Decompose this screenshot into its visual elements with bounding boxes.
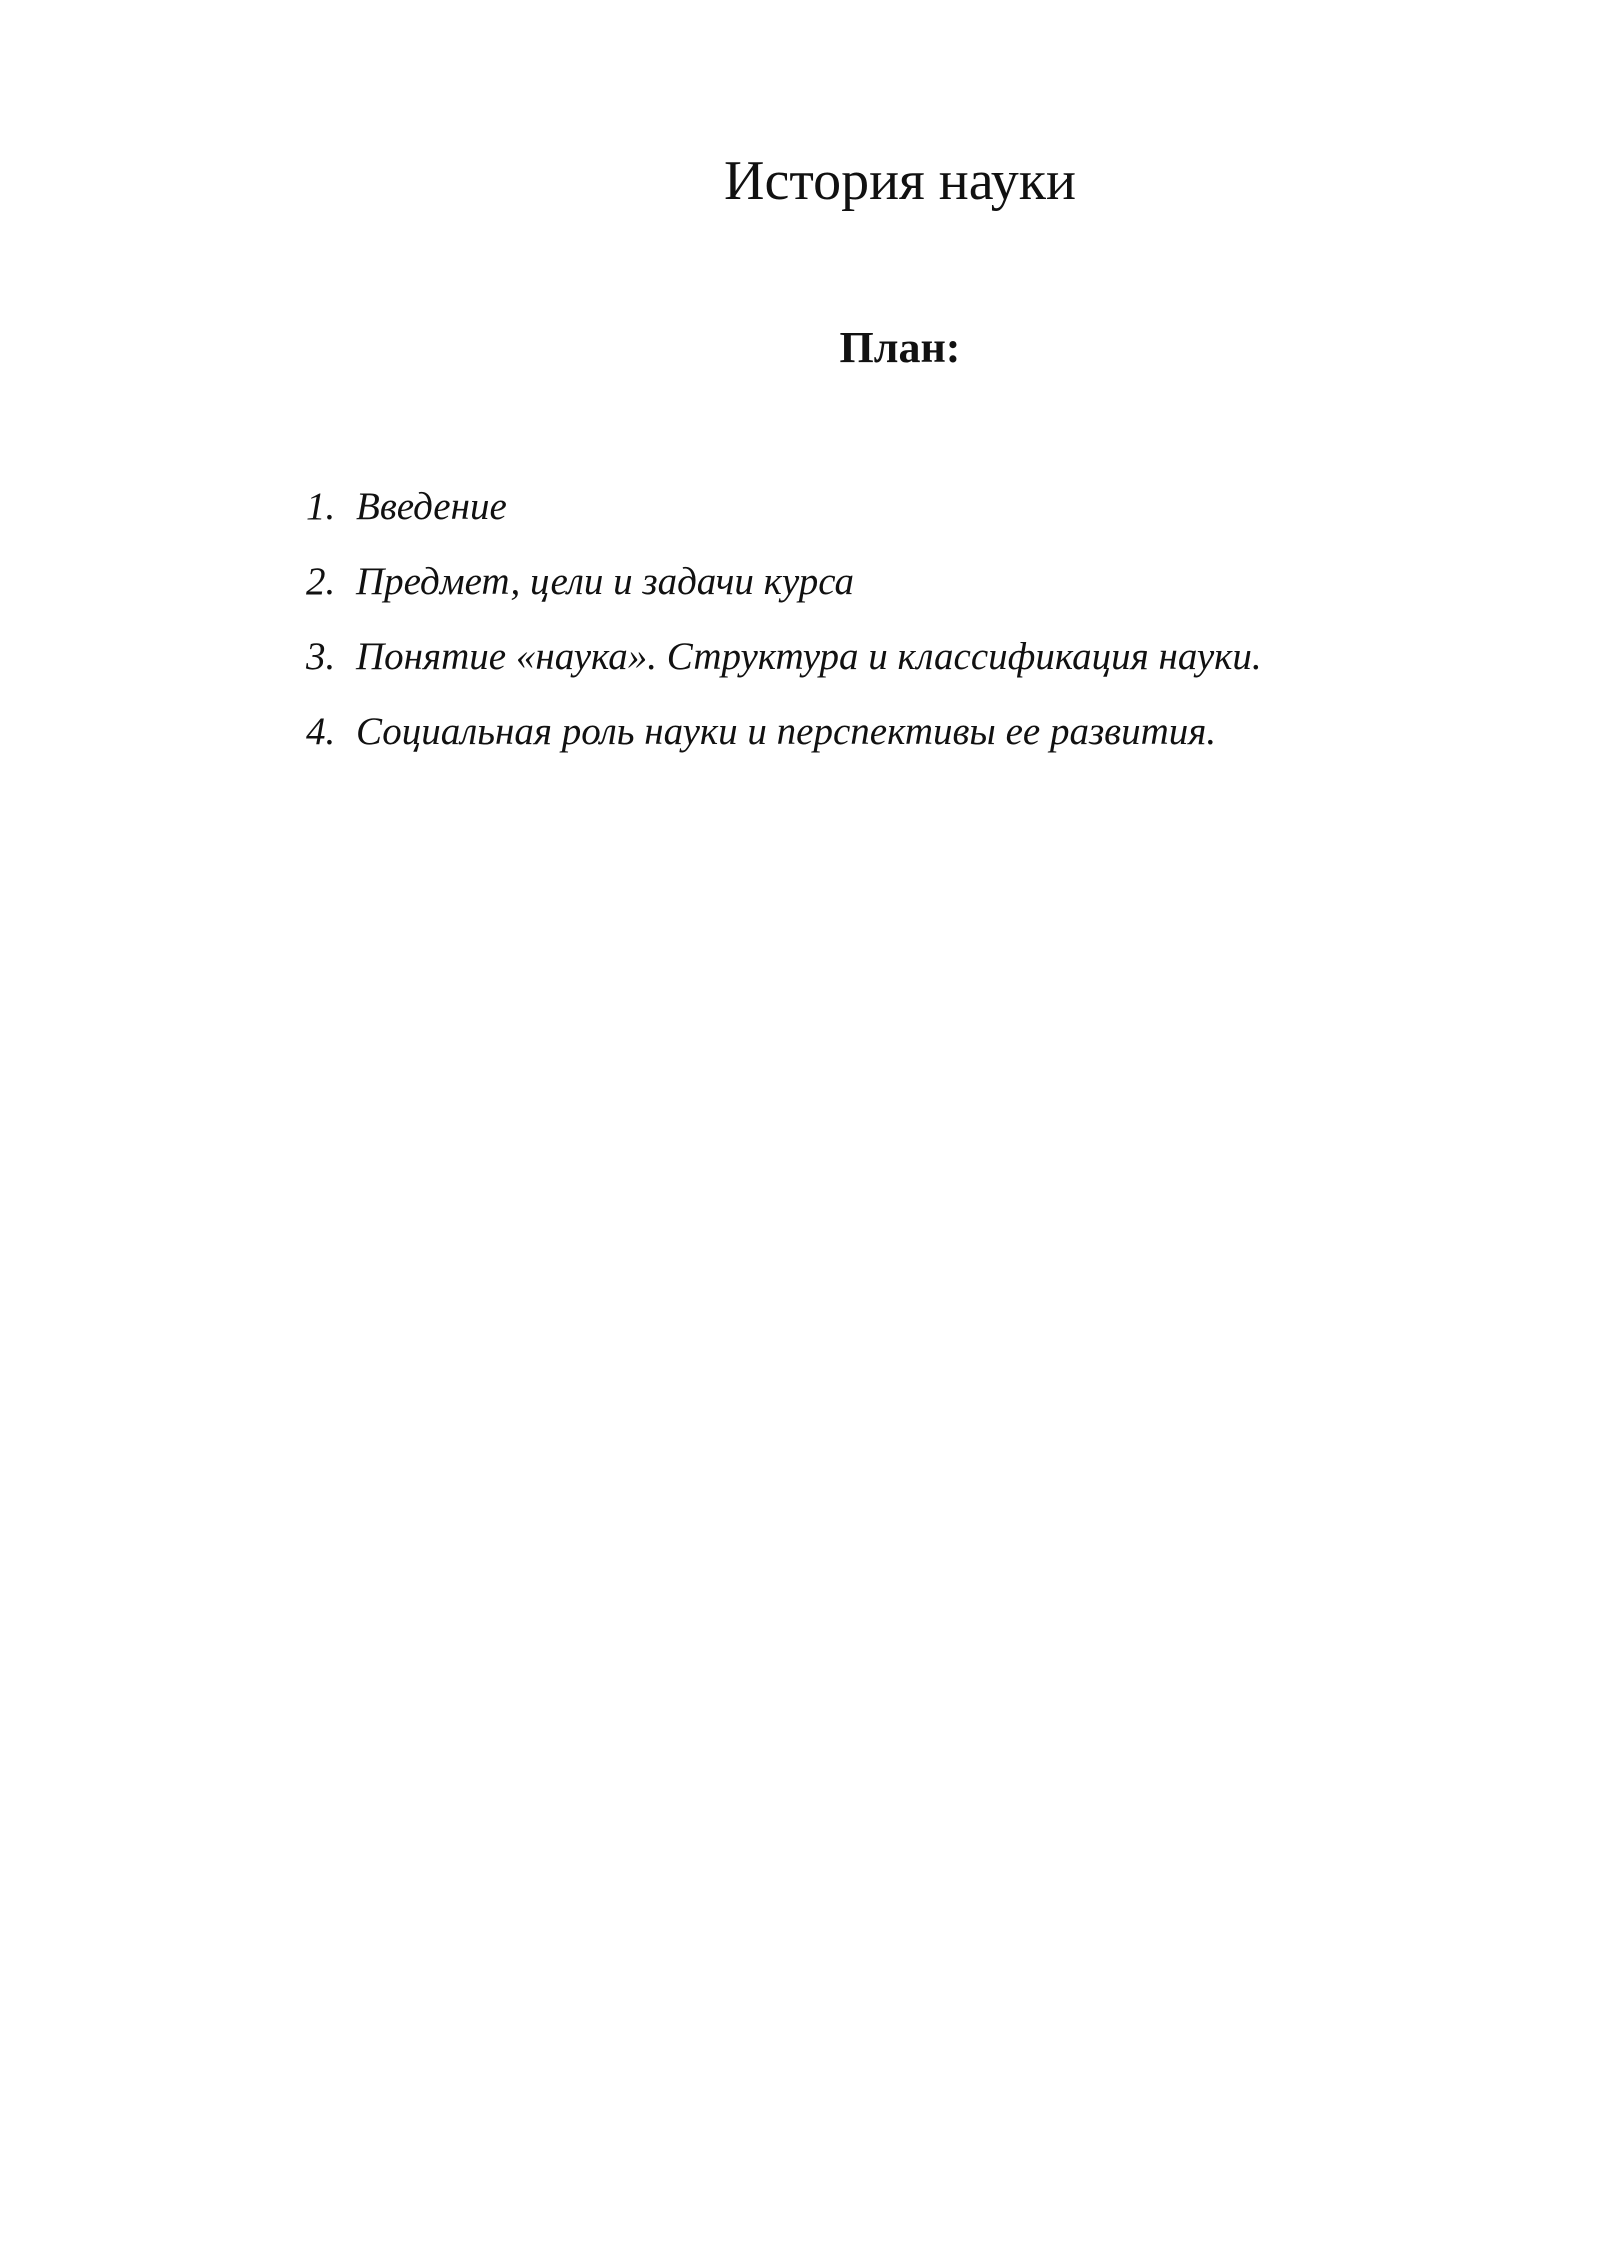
plan-item-number: 4. [306,710,336,753]
plan-heading: План: [839,323,961,372]
plan-item-2 [306,559,1486,634]
plan-item-text: Понятие «наука». Структура и классификация науки. [356,635,1262,678]
plan-list [306,484,1486,784]
plan-item-text: Социальная роль науки и перспективы ее развития. [356,710,1217,753]
plan-item-number: 3. [306,635,336,678]
plan-item-4 [306,709,1486,784]
plan-item-text: Введение [356,485,507,528]
plan-item-number: 2. [306,560,336,603]
plan-item-number: 1. [306,485,336,528]
plan-item-3 [306,634,1486,709]
plan-item-1 [306,484,1486,559]
plan-item-text: Предмет, цели и задачи курса [356,560,854,603]
document-title: История науки [724,150,1076,212]
